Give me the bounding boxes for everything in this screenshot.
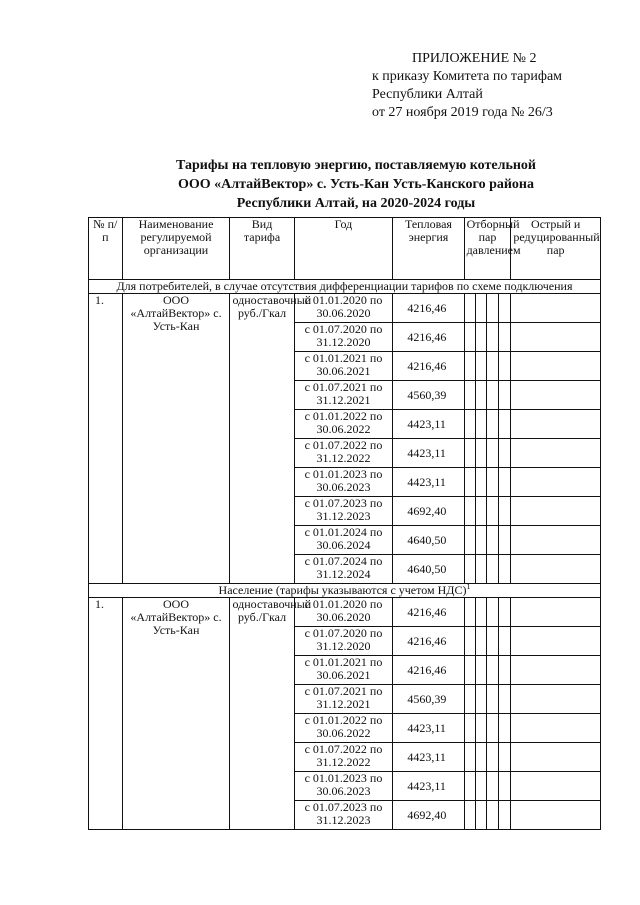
cell-period: с 01.07.2021 по 31.12.2021 <box>294 381 393 410</box>
cell-empty <box>511 656 601 685</box>
cell-empty <box>499 656 511 685</box>
cell-empty <box>511 294 601 323</box>
cell-empty <box>486 627 498 656</box>
cell-thermal-value: 4640,50 <box>393 555 464 584</box>
cell-empty <box>464 685 475 714</box>
cell-period: с 01.07.2020 по 31.12.2020 <box>294 323 393 352</box>
cell-thermal-value: 4423,11 <box>393 439 464 468</box>
cell-empty <box>511 468 601 497</box>
cell-period: с 01.01.2023 по 30.06.2023 <box>294 468 393 497</box>
cell-org: ООО «АлтайВектор» с. Усть-Кан <box>122 598 230 830</box>
cell-empty <box>486 685 498 714</box>
cell-empty <box>486 410 498 439</box>
header-org: Наименование регулируемой организации <box>122 218 230 280</box>
cell-empty <box>499 352 511 381</box>
cell-period: с 01.01.2021 по 30.06.2021 <box>294 656 393 685</box>
section-heading <box>89 584 601 598</box>
cell-empty <box>464 323 475 352</box>
cell-empty <box>486 439 498 468</box>
section-heading-text: Население (тарифы указываются с учетом НДС) <box>218 583 467 597</box>
table-header-row <box>89 218 601 280</box>
cell-thermal-value: 4692,40 <box>393 497 464 526</box>
cell-empty <box>486 497 498 526</box>
cell-empty <box>511 685 601 714</box>
section-heading-text: Для потребителей, в случае отсутствия дифференциации тарифов по схеме подключения <box>116 279 573 293</box>
cell-empty <box>511 598 601 627</box>
cell-empty <box>475 497 486 526</box>
cell-thermal-value: 4216,46 <box>393 294 464 323</box>
cell-empty <box>464 801 475 830</box>
section-heading <box>89 280 601 294</box>
cell-thermal-value: 4560,39 <box>393 685 464 714</box>
cell-empty <box>475 555 486 584</box>
cell-period: с 01.07.2024 по 31.12.2024 <box>294 555 393 584</box>
cell-kind: одноставочный руб./Гкал <box>230 598 294 830</box>
cell-empty <box>486 526 498 555</box>
cell-empty <box>486 598 498 627</box>
cell-empty <box>499 685 511 714</box>
cell-empty <box>486 352 498 381</box>
cell-empty <box>475 526 486 555</box>
title-line-3: Республики Алтай, на 2020-2024 годы <box>236 196 476 211</box>
cell-empty <box>499 439 511 468</box>
cell-period: с 01.07.2023 по 31.12.2023 <box>294 497 393 526</box>
cell-empty <box>511 627 601 656</box>
cell-empty <box>511 555 601 584</box>
cell-empty <box>475 598 486 627</box>
table-row <box>89 294 601 323</box>
section2-heading-row <box>89 584 601 598</box>
header-num: № п/п <box>89 218 123 280</box>
cell-empty <box>486 656 498 685</box>
cell-empty <box>464 743 475 772</box>
cell-empty <box>475 352 486 381</box>
appendix-block <box>372 50 562 122</box>
cell-empty <box>511 801 601 830</box>
appendix-region: Республики Алтай <box>372 87 483 102</box>
cell-thermal-value: 4216,46 <box>393 598 464 627</box>
cell-thermal-value: 4640,50 <box>393 526 464 555</box>
cell-empty <box>511 439 601 468</box>
cell-period: с 01.01.2024 по 30.06.2024 <box>294 526 393 555</box>
cell-empty <box>475 627 486 656</box>
cell-thermal-value: 4423,11 <box>393 468 464 497</box>
document-title <box>92 156 620 213</box>
cell-thermal-value: 4216,46 <box>393 656 464 685</box>
cell-empty <box>486 323 498 352</box>
cell-empty <box>475 439 486 468</box>
cell-org: ООО «АлтайВектор» с. Усть-Кан <box>122 294 230 584</box>
cell-empty <box>511 743 601 772</box>
cell-empty <box>499 381 511 410</box>
cell-thermal-value: 4560,39 <box>393 381 464 410</box>
cell-empty <box>464 772 475 801</box>
cell-period: с 01.01.2020 по 30.06.2020 <box>294 294 393 323</box>
cell-empty <box>486 772 498 801</box>
cell-empty <box>486 555 498 584</box>
cell-empty <box>499 743 511 772</box>
cell-thermal-value: 4423,11 <box>393 410 464 439</box>
cell-empty <box>499 468 511 497</box>
cell-thermal-value: 4216,46 <box>393 352 464 381</box>
cell-empty <box>486 381 498 410</box>
cell-empty <box>499 497 511 526</box>
cell-empty <box>499 714 511 743</box>
cell-empty <box>499 410 511 439</box>
cell-empty <box>499 627 511 656</box>
cell-empty <box>464 352 475 381</box>
cell-empty <box>499 801 511 830</box>
cell-empty <box>499 323 511 352</box>
header-steam: Отборный пар давлением <box>464 218 511 280</box>
appendix-title: ПРИЛОЖЕНИЕ № 2 <box>412 51 537 66</box>
cell-empty <box>486 714 498 743</box>
footnote-mark: 1 <box>466 582 471 591</box>
cell-num: 1. <box>89 294 123 584</box>
cell-empty <box>486 801 498 830</box>
cell-thermal-value: 4216,46 <box>393 323 464 352</box>
cell-thermal-value: 4423,11 <box>393 714 464 743</box>
header-year: Год <box>294 218 393 280</box>
cell-empty <box>511 714 601 743</box>
cell-empty <box>486 294 498 323</box>
cell-empty <box>464 714 475 743</box>
cell-period: с 01.07.2022 по 31.12.2022 <box>294 743 393 772</box>
title-line-2: ООО «АлтайВектор» с. Усть-Кан Усть-Канского района <box>178 177 534 192</box>
header-sharp: Острый и редуцированный пар <box>511 218 601 280</box>
cell-empty <box>499 772 511 801</box>
cell-empty <box>464 439 475 468</box>
cell-empty <box>464 497 475 526</box>
cell-empty <box>475 468 486 497</box>
table-row <box>89 598 601 627</box>
cell-empty <box>464 555 475 584</box>
cell-empty <box>475 743 486 772</box>
cell-empty <box>499 555 511 584</box>
cell-empty <box>475 685 486 714</box>
cell-thermal-value: 4692,40 <box>393 801 464 830</box>
header-kind: Вид тарифа <box>230 218 294 280</box>
cell-period: с 01.01.2020 по 30.06.2020 <box>294 598 393 627</box>
cell-period: с 01.01.2022 по 30.06.2022 <box>294 714 393 743</box>
cell-thermal-value: 4423,11 <box>393 772 464 801</box>
cell-period: с 01.07.2022 по 31.12.2022 <box>294 439 393 468</box>
cell-empty <box>511 497 601 526</box>
cell-empty <box>475 801 486 830</box>
cell-empty <box>475 772 486 801</box>
header-thermal: Тепловая энергия <box>393 218 464 280</box>
title-line-1: Тарифы на тепловую энергию, поставляемую котельной <box>176 158 536 173</box>
cell-empty <box>499 294 511 323</box>
cell-period: с 01.07.2020 по 31.12.2020 <box>294 627 393 656</box>
cell-empty <box>511 772 601 801</box>
cell-period: с 01.01.2021 по 30.06.2021 <box>294 352 393 381</box>
cell-empty <box>464 468 475 497</box>
cell-empty <box>475 381 486 410</box>
cell-empty <box>475 656 486 685</box>
appendix-order-ref: к приказу Комитета по тарифам <box>372 69 563 84</box>
cell-empty <box>486 743 498 772</box>
cell-kind: одноставочный руб./Гкал <box>230 294 294 584</box>
cell-empty <box>475 294 486 323</box>
cell-empty <box>464 410 475 439</box>
appendix-date: от 27 ноября 2019 года № 26/3 <box>372 105 553 120</box>
cell-period: с 01.07.2023 по 31.12.2023 <box>294 801 393 830</box>
cell-empty <box>511 352 601 381</box>
cell-thermal-value: 4216,46 <box>393 627 464 656</box>
cell-period: с 01.07.2021 по 31.12.2021 <box>294 685 393 714</box>
cell-period: с 01.01.2023 по 30.06.2023 <box>294 772 393 801</box>
section1-heading-row <box>89 280 601 294</box>
cell-empty <box>464 294 475 323</box>
cell-empty <box>475 714 486 743</box>
cell-empty <box>475 323 486 352</box>
cell-empty <box>499 598 511 627</box>
cell-empty <box>475 410 486 439</box>
cell-empty <box>464 526 475 555</box>
cell-thermal-value: 4423,11 <box>393 743 464 772</box>
cell-num: 1. <box>89 598 123 830</box>
cell-empty <box>511 526 601 555</box>
tariff-table <box>88 217 601 830</box>
cell-empty <box>511 381 601 410</box>
cell-empty <box>464 598 475 627</box>
cell-period: с 01.01.2022 по 30.06.2022 <box>294 410 393 439</box>
cell-empty <box>464 381 475 410</box>
cell-empty <box>486 468 498 497</box>
cell-empty <box>464 656 475 685</box>
cell-empty <box>464 627 475 656</box>
cell-empty <box>511 323 601 352</box>
cell-empty <box>511 410 601 439</box>
cell-empty <box>499 526 511 555</box>
